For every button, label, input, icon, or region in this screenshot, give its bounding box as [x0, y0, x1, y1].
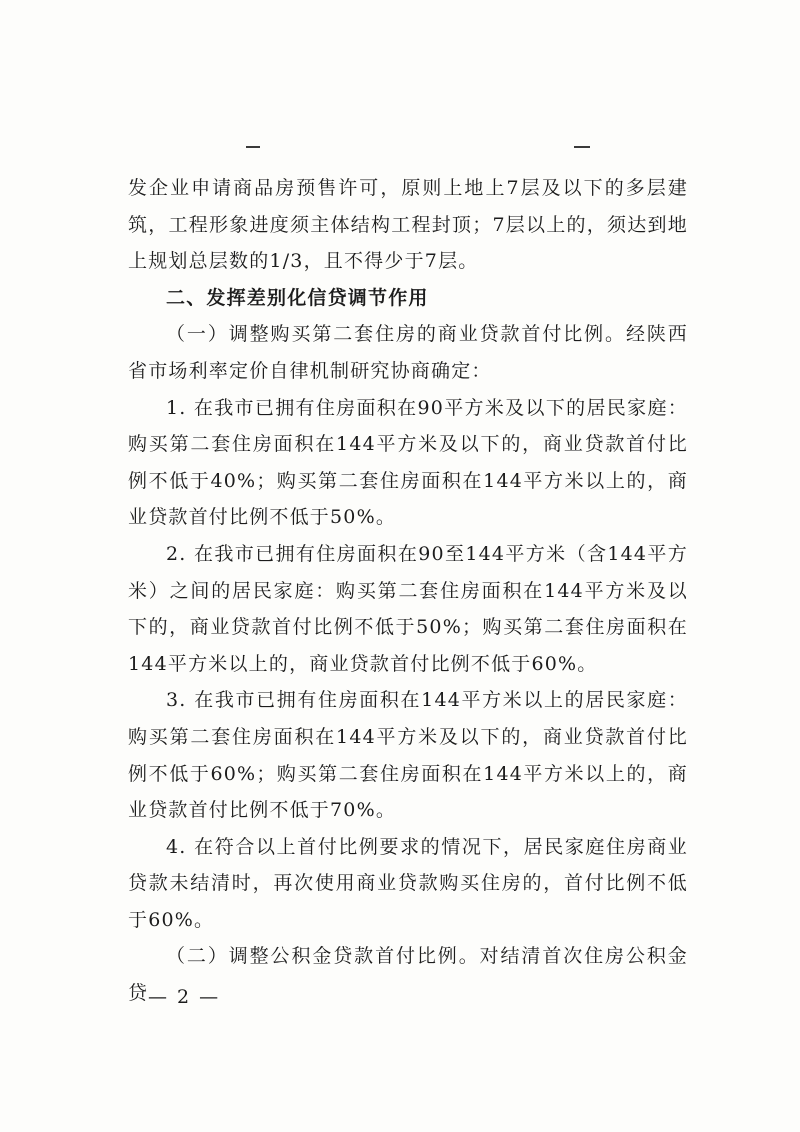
- paragraph-continuation: 发企业申请商品房预售许可，原则上地上7层及以下的多层建筑，工程形象进度须主体结构工程封顶；7层以上的，须达到地上规划总层数的1/3，且不得少于7层。: [128, 177, 688, 273]
- section-heading: 二、发挥差别化信贷调节作用: [166, 286, 429, 309]
- document-body: [128, 170, 688, 1012]
- paragraph-item-2: 2. 在我市已拥有住房面积在90至144平方米（含144平方米）之间的居民家庭：购买第二套住房面积在144平方米及以下的，商业贷款首付比例不低于50%；购买第二套住房面积在144平方米以上的，商业贷款首付比例不低于60%。: [128, 542, 688, 675]
- paragraph-item-4: 4. 在符合以上首付比例要求的情况下，居民家庭住房商业贷款未结清时，再次使用商业贷款购买住房的，首付比例不低于60%。: [128, 835, 688, 931]
- page-number: — 2 —: [148, 986, 221, 1008]
- header-mark-right: [574, 146, 590, 148]
- paragraph-subsection-1: （一）调整购买第二套住房的商业贷款首付比例。经陕西省市场利率定价自律机制研究协商确定：: [128, 323, 688, 382]
- paragraph-item-1: 1. 在我市已拥有住房面积在90平方米及以下的居民家庭：购买第二套住房面积在144平方米及以下的，商业贷款首付比例不低于40%；购买第二套住房面积在144平方米以上的，商业贷款首付比例不低于50%。: [128, 396, 688, 529]
- paragraph-item-3: 3. 在我市已拥有住房面积在144平方米以上的居民家庭：购买第二套住房面积在144平方米及以下的，商业贷款首付比例不低于60%；购买第二套住房面积在144平方米以上的，商业贷款首付比例不低于70%。: [128, 689, 688, 822]
- paragraph-subsection-2: （二）调整公积金贷款首付比例。对结清首次住房公积金贷: [128, 945, 688, 1005]
- header-mark-left: [246, 146, 260, 148]
